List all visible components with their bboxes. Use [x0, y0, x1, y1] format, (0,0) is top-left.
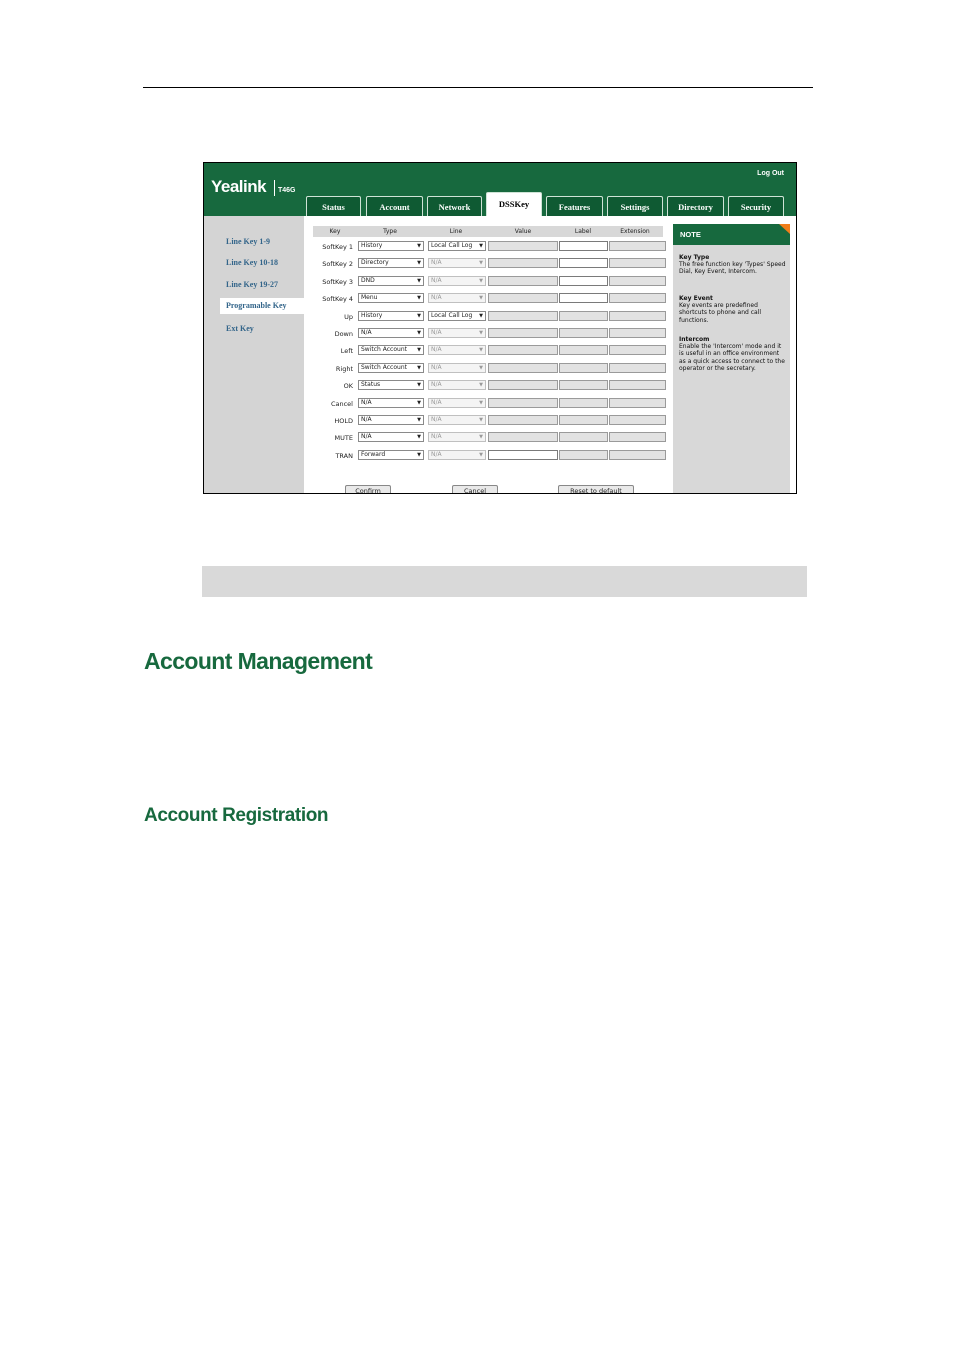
- key-cell: SoftKey 3: [322, 277, 353, 286]
- value-input[interactable]: [488, 345, 558, 355]
- tab-account[interactable]: Account: [366, 196, 423, 216]
- chevron-down-icon: ▼: [479, 260, 483, 267]
- logo-divider: [274, 180, 275, 196]
- note-heading: Intercom: [679, 336, 710, 343]
- note-section-key-event: [679, 295, 787, 324]
- note-corner-icon: [779, 224, 790, 234]
- type-select-value: N/A: [361, 433, 372, 441]
- type-select[interactable]: [358, 311, 424, 321]
- line-select-value: N/A: [431, 259, 442, 267]
- chevron-down-icon: ▼: [479, 243, 483, 249]
- type-select-value: Status: [361, 381, 381, 389]
- chevron-down-icon: ▼: [417, 399, 421, 406]
- key-cell: HOLD: [334, 417, 353, 425]
- sidebar-item-line-key-10-18[interactable]: Line Key 10-18: [226, 258, 278, 267]
- column-header-key: Key: [329, 228, 341, 235]
- line-select[interactable]: [428, 380, 486, 390]
- table-row: [304, 412, 673, 429]
- type-select-value: N/A: [361, 398, 372, 406]
- type-select-value: History: [361, 311, 383, 319]
- line-select-value: N/A: [431, 363, 442, 371]
- line-select-value: Local Call Log: [431, 311, 473, 319]
- extension-input[interactable]: [609, 380, 666, 390]
- line-select[interactable]: [428, 311, 486, 321]
- sidebar-item-line-key-1-9[interactable]: Line Key 1-9: [226, 237, 270, 246]
- table-row: [304, 273, 673, 290]
- programable-key-table: [304, 216, 673, 494]
- sidebar-item-line-key-19-27[interactable]: Line Key 19-27: [226, 280, 278, 289]
- label-input[interactable]: [559, 328, 608, 338]
- chevron-down-icon: ▼: [479, 434, 483, 441]
- type-select[interactable]: [358, 345, 424, 355]
- page-header-rule: [143, 87, 813, 88]
- model-label: T46G: [278, 187, 296, 194]
- value-input[interactable]: [488, 398, 558, 408]
- label-input[interactable]: [559, 415, 608, 425]
- chevron-down-icon: ▼: [479, 451, 483, 458]
- type-select-value: Forward: [361, 450, 386, 458]
- type-select-value: History: [361, 242, 383, 249]
- chevron-down-icon: ▼: [479, 417, 483, 423]
- chevron-down-icon: ▼: [479, 399, 483, 406]
- note-heading: Key Event: [679, 295, 713, 302]
- confirm-button[interactable]: Confirm: [345, 485, 391, 494]
- note-title: NOTE: [673, 224, 790, 245]
- top-banner: [204, 163, 796, 216]
- line-select[interactable]: [428, 276, 486, 286]
- label-input[interactable]: [559, 241, 608, 251]
- column-header-value: Value: [514, 228, 532, 235]
- type-select[interactable]: [358, 415, 424, 425]
- note-panel: [673, 216, 796, 494]
- value-input[interactable]: [488, 450, 558, 460]
- value-input[interactable]: [488, 258, 558, 268]
- chevron-down-icon: ▼: [417, 312, 421, 319]
- label-input[interactable]: [559, 432, 608, 442]
- key-cell: Cancel: [330, 399, 353, 408]
- type-select[interactable]: [358, 398, 424, 408]
- label-input[interactable]: [559, 258, 608, 268]
- line-select-value: N/A: [431, 416, 442, 423]
- line-select[interactable]: [428, 398, 486, 408]
- tab-features[interactable]: Features: [546, 196, 603, 216]
- table-row: [304, 342, 673, 359]
- chevron-down-icon: ▼: [417, 260, 421, 267]
- reset-to-default-button[interactable]: Reset to default: [558, 485, 634, 494]
- table-row: [304, 447, 673, 464]
- table-row: [304, 429, 673, 446]
- key-cell: SoftKey 4: [322, 295, 353, 304]
- label-input[interactable]: [559, 380, 608, 390]
- table-row: [304, 255, 673, 272]
- sidebar-item-programable-key[interactable]: Programable Key: [220, 298, 304, 314]
- extension-input[interactable]: [609, 415, 666, 425]
- chevron-down-icon: ▼: [417, 243, 421, 249]
- key-cell: Right: [335, 364, 353, 373]
- logout-link[interactable]: Log Out: [757, 170, 784, 177]
- table-row: [304, 325, 673, 342]
- type-select[interactable]: [358, 380, 424, 390]
- line-select[interactable]: [428, 345, 486, 355]
- note-body: The free function key 'Types' Speed Dial, Key Event, Intercom.: [679, 261, 786, 276]
- value-input[interactable]: [488, 432, 558, 442]
- extension-input[interactable]: [609, 258, 666, 268]
- key-cell: SoftKey 1: [322, 243, 353, 251]
- label-input[interactable]: [559, 276, 608, 286]
- note-section-key-type: [679, 254, 787, 276]
- value-input[interactable]: [488, 276, 558, 286]
- chevron-down-icon: ▼: [479, 312, 483, 319]
- line-select-value: N/A: [431, 294, 442, 302]
- type-select-value: Menu: [361, 294, 378, 302]
- chevron-down-icon: ▼: [479, 295, 483, 302]
- type-select-value: Directory: [361, 259, 389, 267]
- label-input[interactable]: [559, 345, 608, 355]
- line-select[interactable]: [428, 258, 486, 268]
- chevron-down-icon: ▼: [417, 382, 421, 389]
- type-select-value: N/A: [361, 416, 372, 423]
- extension-input[interactable]: [609, 345, 666, 355]
- extension-input[interactable]: [609, 450, 666, 460]
- tab-settings[interactable]: Settings: [607, 196, 663, 216]
- tab-network[interactable]: Network: [427, 196, 482, 216]
- table-row: [304, 238, 673, 255]
- key-cell: TRAN: [335, 451, 353, 460]
- key-cell: Left: [340, 347, 353, 356]
- column-header-line: Line: [449, 228, 463, 235]
- label-input[interactable]: [559, 363, 608, 373]
- key-cell: Up: [344, 312, 353, 321]
- web-ui-screenshot: [203, 162, 797, 494]
- label-input[interactable]: [559, 450, 608, 460]
- value-input[interactable]: [488, 293, 558, 303]
- table-row: [304, 290, 673, 307]
- line-select[interactable]: [428, 415, 486, 425]
- line-select-value: N/A: [431, 450, 442, 458]
- note-body: Enable the 'Intercom' mode and it is useful in an office environment as a quick access to connect to the operator or the secretary.: [679, 343, 785, 372]
- extension-input[interactable]: [609, 432, 666, 442]
- chevron-down-icon: ▼: [417, 330, 421, 336]
- chevron-down-icon: ▼: [417, 295, 421, 302]
- extension-input[interactable]: [609, 311, 666, 321]
- key-cell: Down: [334, 330, 353, 338]
- sidebar: [204, 216, 304, 494]
- line-select-value: N/A: [431, 381, 442, 389]
- line-select-value: N/A: [431, 346, 442, 354]
- chevron-down-icon: ▼: [417, 417, 421, 423]
- tab-dsskey[interactable]: DSSKey: [486, 192, 542, 216]
- chevron-down-icon: ▼: [479, 382, 483, 389]
- line-select-value: N/A: [431, 433, 442, 441]
- chevron-down-icon: ▼: [417, 451, 421, 458]
- table-row: [304, 395, 673, 412]
- key-cell: MUTE: [334, 434, 353, 443]
- chevron-down-icon: ▼: [479, 330, 483, 336]
- column-header-label: Label: [574, 228, 592, 235]
- line-select[interactable]: [428, 328, 486, 338]
- type-select[interactable]: [358, 241, 424, 251]
- chevron-down-icon: ▼: [479, 364, 483, 371]
- sidebar-item-ext-key[interactable]: Ext Key: [226, 324, 254, 333]
- yealink-logo: Yealink: [211, 177, 267, 196]
- line-select-value: N/A: [431, 398, 442, 406]
- chevron-down-icon: ▼: [417, 434, 421, 441]
- chevron-down-icon: ▼: [417, 364, 421, 371]
- tab-security[interactable]: Security: [728, 196, 784, 216]
- type-select-value: DND: [361, 276, 375, 284]
- column-header-type: Type: [383, 228, 397, 235]
- type-select[interactable]: [358, 293, 424, 303]
- note-heading: Key Type: [679, 254, 710, 261]
- type-select[interactable]: [358, 276, 424, 286]
- extension-input[interactable]: [609, 328, 666, 338]
- table-row: [304, 377, 673, 394]
- tab-status[interactable]: Status: [306, 196, 361, 216]
- note-section-intercom: [679, 336, 787, 372]
- line-select-value: N/A: [431, 276, 442, 284]
- line-select-value: Local Call Log: [431, 242, 473, 249]
- extension-input[interactable]: [609, 241, 666, 251]
- type-select-value: Switch Account: [361, 363, 407, 371]
- type-select[interactable]: [358, 450, 424, 460]
- heading-account-registration: Account Registration: [144, 805, 329, 826]
- value-input[interactable]: [488, 328, 558, 338]
- label-input[interactable]: [559, 311, 608, 321]
- value-input[interactable]: [488, 380, 558, 390]
- type-select[interactable]: [358, 258, 424, 268]
- chevron-down-icon: ▼: [479, 347, 483, 354]
- key-cell: SoftKey 2: [322, 260, 353, 269]
- cancel-button[interactable]: Cancel: [452, 485, 498, 494]
- line-select[interactable]: [428, 450, 486, 460]
- note-body: Key events are predefined shortcuts to phone and call functions.: [679, 302, 762, 324]
- table-row: [304, 360, 673, 377]
- type-select-value: Switch Account: [361, 346, 407, 354]
- extension-input[interactable]: [609, 398, 666, 408]
- tab-directory[interactable]: Directory: [667, 196, 724, 216]
- value-input[interactable]: [488, 415, 558, 425]
- line-select[interactable]: [428, 363, 486, 373]
- line-select[interactable]: [428, 432, 486, 442]
- value-input[interactable]: [488, 311, 558, 321]
- extension-input[interactable]: [609, 293, 666, 303]
- chevron-down-icon: ▼: [479, 277, 483, 284]
- value-input[interactable]: [488, 363, 558, 373]
- label-input[interactable]: [559, 398, 608, 408]
- extension-input[interactable]: [609, 363, 666, 373]
- type-select[interactable]: [358, 363, 424, 373]
- heading-account-management: Account Management: [144, 648, 373, 674]
- column-header-extension: Extension: [620, 228, 650, 235]
- type-select[interactable]: [358, 432, 424, 442]
- key-cell: OK: [343, 382, 353, 391]
- value-input[interactable]: [488, 241, 558, 251]
- table-row: [304, 308, 673, 325]
- line-select[interactable]: [428, 241, 486, 251]
- type-select[interactable]: [358, 328, 424, 338]
- chevron-down-icon: ▼: [417, 347, 421, 354]
- table-header: [313, 226, 663, 237]
- extension-input[interactable]: [609, 276, 666, 286]
- line-select-value: N/A: [431, 329, 442, 336]
- type-select-value: N/A: [361, 329, 372, 336]
- label-input[interactable]: [559, 293, 608, 303]
- caption-bar: [202, 566, 807, 597]
- line-select[interactable]: [428, 293, 486, 303]
- chevron-down-icon: ▼: [417, 277, 421, 284]
